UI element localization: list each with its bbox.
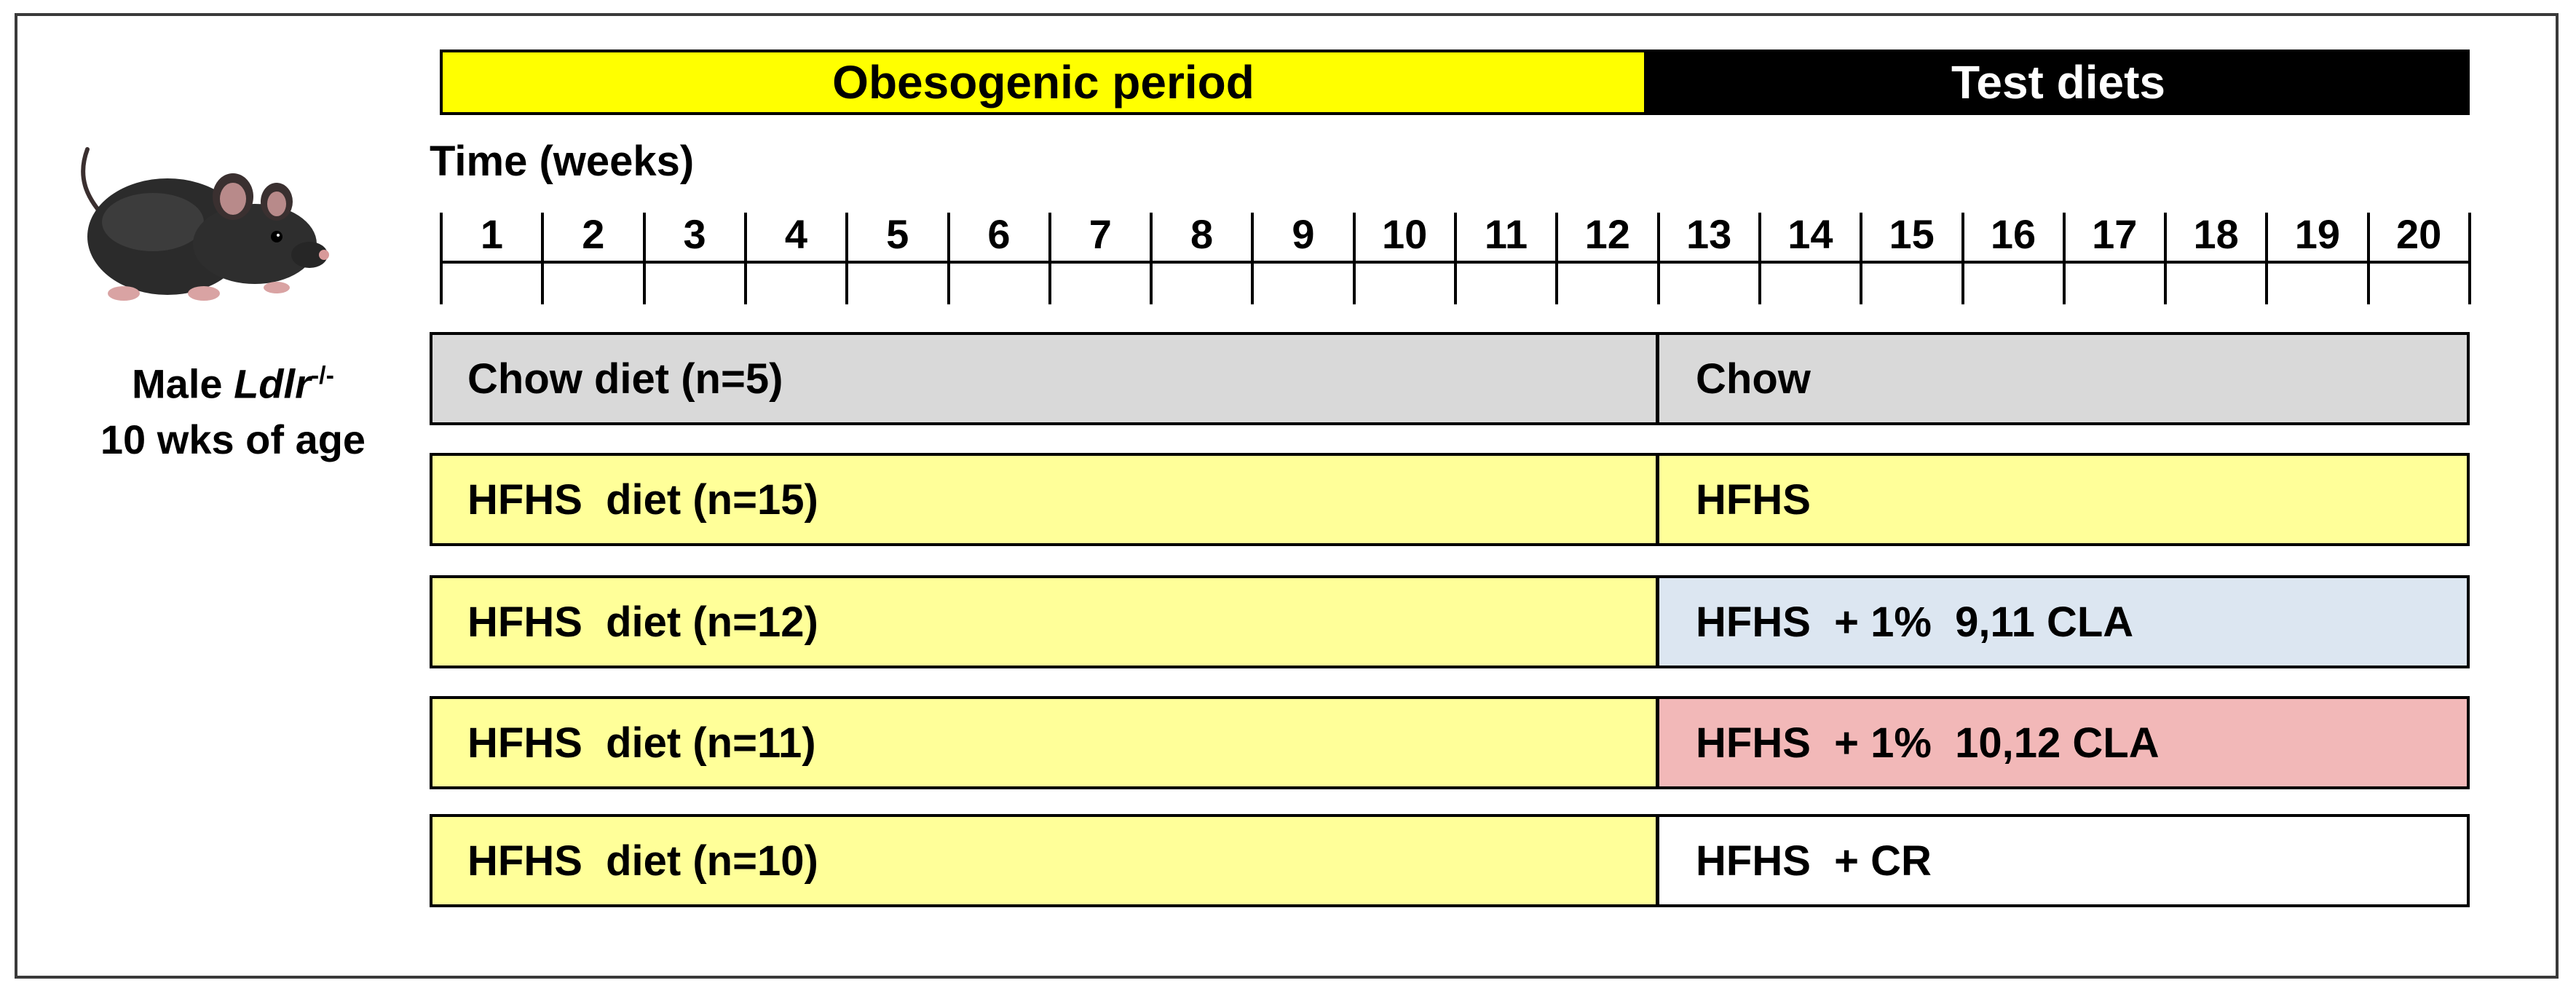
mouse-icon: [58, 135, 335, 317]
obesogenic-diet-cell: HFHS diet (n=11): [432, 699, 1656, 786]
time-axis-label: Time (weeks): [430, 138, 695, 185]
animal-sex: Male: [132, 360, 234, 407]
obesogenic-diet-cell: HFHS diet (n=12): [432, 578, 1656, 666]
week-label: 19: [2294, 211, 2341, 257]
obesogenic-diet-cell: Chow diet (n=5): [432, 335, 1656, 422]
test-diet-cell: HFHS + 1% 9,11 CLA: [1656, 578, 2467, 666]
week-label: 4: [784, 211, 807, 257]
animal-label: [69, 348, 397, 467]
week-label: 8: [1190, 211, 1214, 257]
week-label: 20: [2396, 211, 2442, 257]
test-diet-cell: HFHS + CR: [1656, 817, 2467, 904]
diet-group-row: [430, 453, 2470, 546]
obesogenic-diet-cell: HFHS diet (n=15): [432, 456, 1656, 543]
week-label: 18: [2193, 211, 2239, 257]
week-label: 3: [683, 211, 706, 257]
diet-group-row: [430, 696, 2470, 789]
week-label: 9: [1292, 211, 1315, 257]
week-label: 15: [1889, 211, 1935, 257]
animal-line1: [69, 348, 397, 412]
week-label: 14: [1787, 211, 1833, 257]
week-label: 10: [1382, 211, 1428, 257]
animal-age: 10 wks of age: [100, 416, 366, 462]
diet-group-row: [430, 575, 2470, 668]
week-label: 13: [1686, 211, 1732, 257]
week-timeline: [441, 213, 2470, 304]
genotype-superscript: -/-: [310, 362, 334, 390]
week-label: 6: [987, 211, 1011, 257]
week-label: 12: [1584, 211, 1630, 257]
obesogenic-period-bar: Obesogenic period: [440, 50, 1647, 115]
animal-genotype: Ldlr: [234, 360, 311, 407]
diet-group-row: [430, 332, 2470, 425]
week-label: 1: [480, 211, 504, 257]
test-diet-cell: HFHS + 1% 10,12 CLA: [1656, 699, 2467, 786]
week-label: 7: [1089, 211, 1112, 257]
week-label: 17: [2092, 211, 2138, 257]
test-diets-bar: Test diets: [1647, 50, 2470, 115]
obesogenic-diet-cell: HFHS diet (n=10): [432, 817, 1656, 904]
test-diet-cell: HFHS: [1656, 456, 2467, 543]
week-label: 16: [1990, 211, 2036, 257]
diet-group-row: [430, 814, 2470, 907]
week-label: 5: [886, 211, 909, 257]
week-label: 2: [582, 211, 605, 257]
week-label: 11: [1484, 211, 1528, 257]
test-diet-cell: Chow: [1656, 335, 2467, 422]
